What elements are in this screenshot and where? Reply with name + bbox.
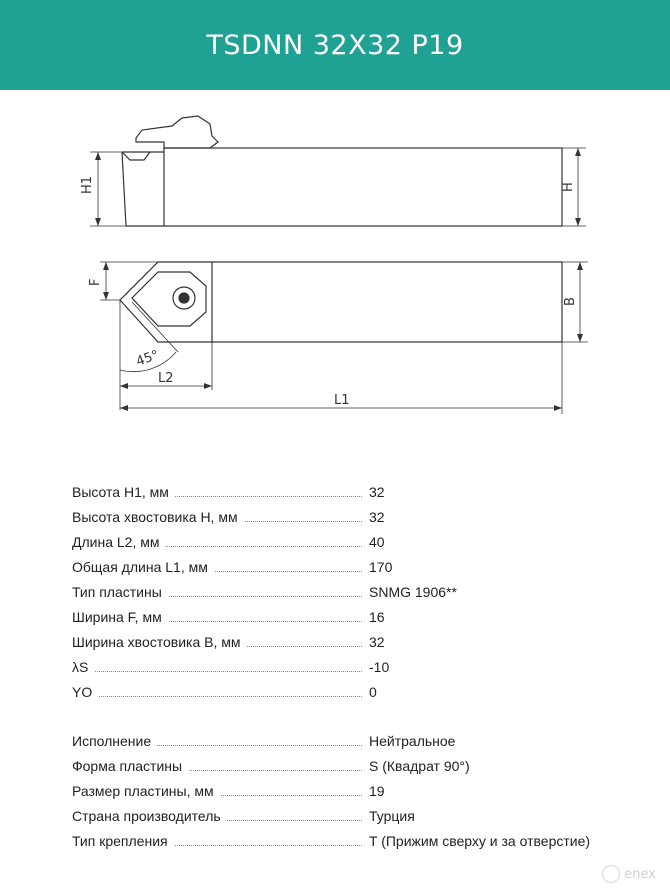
label-f: F (88, 278, 103, 286)
side-pocket-lines (122, 152, 150, 160)
side-insert-clamp (136, 116, 218, 148)
spec-label: Исполнение (72, 729, 157, 754)
spec-label: Размер пластины, мм (72, 779, 220, 804)
label-h1: H1 (80, 175, 95, 194)
spec-value: Нейтральное (369, 733, 456, 749)
spec-value: 32 (369, 484, 385, 500)
top-shank-outline (212, 262, 562, 342)
spec-row (72, 729, 632, 754)
tool-holder-svg (0, 90, 670, 450)
specs-group-dimensions (72, 480, 632, 705)
spec-row (72, 605, 632, 630)
label-h: H (561, 182, 576, 192)
top-view (100, 262, 588, 414)
spec-label: Страна производитель (72, 804, 227, 829)
spec-row (72, 754, 632, 779)
spec-label: Ширина хвостовика B, мм (72, 630, 247, 655)
spec-row (72, 804, 632, 829)
label-l2: L2 (158, 371, 174, 386)
spec-label: YO (72, 680, 98, 705)
spec-label: Высота хвостовика H, мм (72, 505, 244, 530)
spec-row (72, 580, 632, 605)
spec-value: S (Квадрат 90°) (369, 758, 470, 774)
spec-label: Ширина F, мм (72, 605, 168, 630)
technical-drawing (0, 90, 670, 450)
spec-row (72, 505, 632, 530)
watermark-logo-icon (602, 865, 620, 883)
spec-value: -10 (369, 659, 390, 675)
specs-list (72, 480, 632, 854)
side-shank-outline (164, 148, 562, 226)
spec-label: Длина L2, мм (72, 530, 165, 555)
spec-value: 19 (369, 783, 385, 799)
spec-row (72, 779, 632, 804)
label-l1: L1 (334, 393, 350, 408)
spec-label: Тип крепления (72, 829, 174, 854)
page-title: TSDNN 32X32 P19 (206, 29, 464, 61)
side-head-outline (122, 152, 164, 226)
watermark-text: enex (624, 866, 656, 882)
spec-value: 0 (369, 684, 377, 700)
spec-value: T (Прижим сверху и за отверстие) (369, 833, 591, 849)
label-angle: 45° (134, 347, 162, 370)
header-bar (0, 0, 670, 90)
spec-value: 32 (369, 634, 385, 650)
spec-row (72, 829, 632, 854)
spec-row (72, 630, 632, 655)
label-b: B (563, 297, 578, 306)
spec-label: Тип пластины (72, 580, 168, 605)
spec-value: 170 (369, 559, 393, 575)
spec-label: Высота H1, мм (72, 480, 175, 505)
clamp-screw-inner (179, 293, 189, 303)
spec-value: Турция (369, 808, 415, 824)
spec-row (72, 480, 632, 505)
spec-label: Общая длина L1, мм (72, 555, 214, 580)
spec-value: 40 (369, 534, 385, 550)
spec-value: 32 (369, 509, 385, 525)
spec-label: λS (72, 655, 94, 680)
watermark (602, 865, 656, 883)
specs-group-properties (72, 729, 632, 854)
spec-row (72, 530, 632, 555)
spec-row (72, 655, 632, 680)
top-head-outline (120, 262, 212, 342)
spec-row (72, 555, 632, 580)
spec-value: SNMG 1906** (369, 584, 457, 600)
spec-label: Форма пластины (72, 754, 188, 779)
spec-value: 16 (369, 609, 385, 625)
side-view (90, 116, 586, 226)
spec-row (72, 680, 632, 705)
